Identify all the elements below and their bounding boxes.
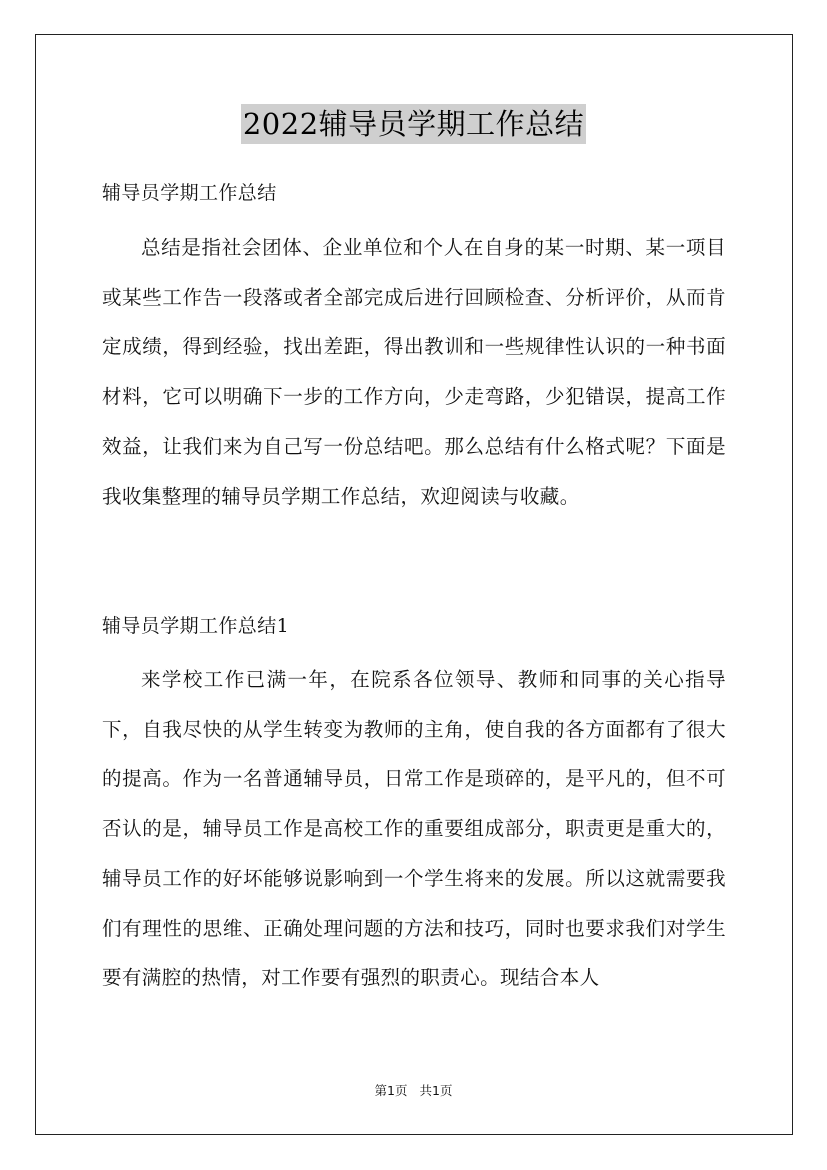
page-footer [0,1082,827,1100]
section-paragraph: 来学校工作已满一年，在院系各位领导、教师和同事的关心指导下，自我尽快的从学生转变为教师的主角，使自我的各方面都有了很大的提高。作为一名普通辅导员，日常工作是琐碎的，是平凡的，但不可否认的是，辅导员工作是高校工作的重要组成部分，职责更是重大的，辅导员工作的好坏能够说影响到一个学生将来的发展。所以这就需要我们有理性的思维、正确处理问题的方法和技巧，同时也要求我们对学生要有满腔的热情，对工作要有强烈的职责心。现结合本人 [102,668,726,990]
page-number-total: 共1页 [419,1083,453,1098]
section-heading: 辅导员学期工作总结1 [102,615,290,637]
title-wrap [0,104,827,144]
intro-paragraph: 总结是指社会团体、企业单位和个人在自身的某一时期、某一项目或某些工作告一段落或者全部完成后进行回顾检查、分析评价，从而肯定成绩，得到经验，找出差距，得出教训和一些规律性认识的一种书面材料，它可以明确下一步的工作方向，少走弯路，少犯错误，提高工作效益，让我们来为自己写一份总结吧。那么总结有什么格式呢？下面是我收集整理的辅导员学期工作总结，欢迎阅读与收藏。 [102,236,726,508]
document-subtitle: 辅导员学期工作总结 [102,182,277,204]
document-title: 2022辅导员学期工作总结 [241,104,586,144]
page-number-current: 第1页 [374,1083,408,1098]
